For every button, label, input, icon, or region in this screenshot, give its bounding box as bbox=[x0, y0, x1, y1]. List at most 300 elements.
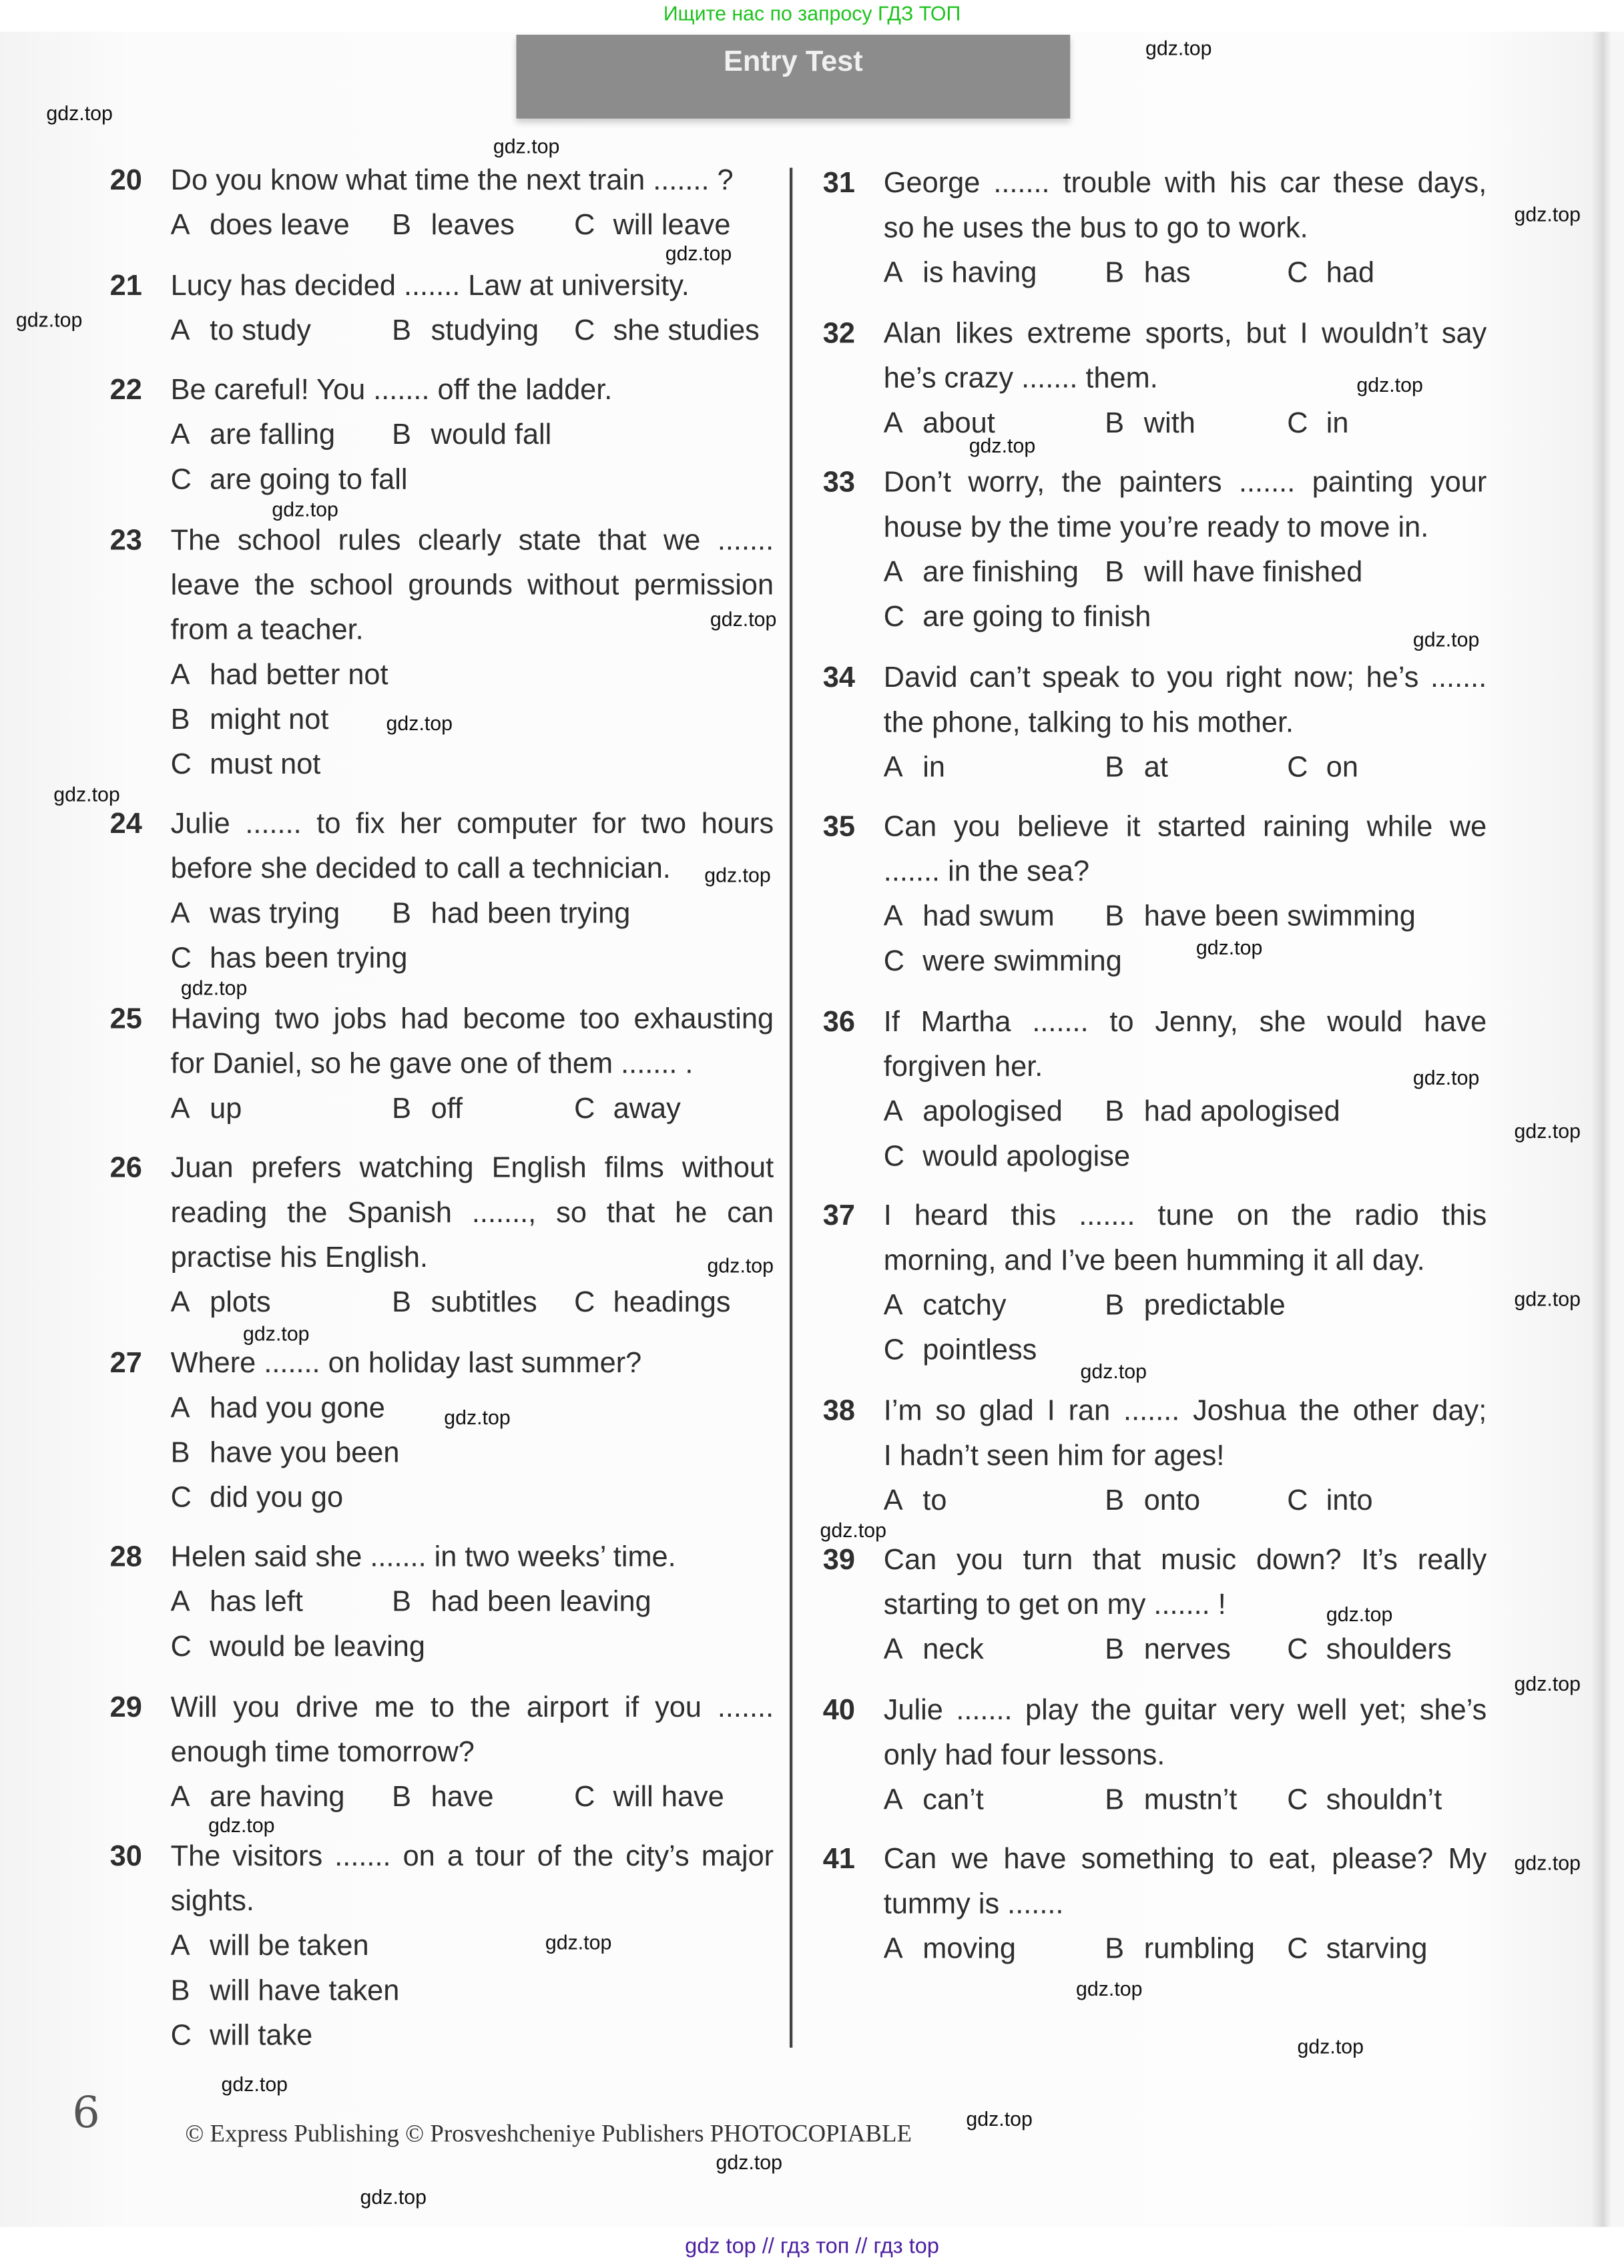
stem-line: from a teacher. bbox=[170, 613, 364, 646]
option-letter: A bbox=[883, 257, 903, 290]
option-text: at bbox=[1143, 751, 1168, 784]
question-37 bbox=[823, 1195, 1488, 1374]
question-stem bbox=[884, 1389, 1486, 1478]
option-text: in bbox=[922, 751, 946, 784]
option-letter: C bbox=[170, 1481, 192, 1514]
question-stem bbox=[171, 1342, 774, 1386]
option-letter: B bbox=[392, 210, 412, 242]
option-letter: A bbox=[170, 658, 190, 691]
option-text: are going to finish bbox=[922, 601, 1151, 633]
watermark: gdz.top bbox=[243, 1322, 310, 1345]
stem-line: Can you believe it started raining while we bbox=[883, 811, 1487, 844]
answer-options bbox=[884, 1090, 1486, 1179]
stem-line: Don’t worry, the painters ....... painting your bbox=[883, 467, 1487, 499]
option-a[interactable] bbox=[884, 1284, 1007, 1329]
options-row bbox=[884, 746, 1486, 790]
option-letter: C bbox=[574, 1781, 595, 1813]
options-row bbox=[884, 1478, 1486, 1523]
option-letter: C bbox=[1287, 751, 1308, 784]
option-text: in bbox=[1326, 406, 1349, 439]
watermark: gdz.top bbox=[704, 863, 771, 887]
option-c[interactable] bbox=[171, 937, 408, 982]
stem-line: If Martha ....... to Jenny, she would have bbox=[883, 1005, 1487, 1038]
option-c[interactable] bbox=[171, 743, 321, 788]
option-text: was trying bbox=[210, 898, 340, 930]
option-letter: B bbox=[170, 1975, 190, 2008]
option-text: has bbox=[1143, 257, 1191, 290]
option-a[interactable] bbox=[171, 414, 335, 459]
option-a[interactable] bbox=[884, 1928, 1016, 1972]
question-stem bbox=[171, 1835, 774, 1924]
question-25 bbox=[110, 997, 776, 1131]
option-b[interactable] bbox=[392, 414, 551, 459]
option-b[interactable] bbox=[1105, 1778, 1237, 1823]
question-stem bbox=[884, 1000, 1486, 1089]
option-c[interactable] bbox=[884, 1329, 1037, 1374]
option-letter: A bbox=[170, 210, 190, 242]
options-row bbox=[171, 743, 774, 788]
question-stem bbox=[171, 1536, 774, 1581]
question-stem bbox=[171, 1147, 774, 1281]
question-stem bbox=[171, 159, 774, 204]
options-row bbox=[171, 892, 774, 937]
question-number: 32 bbox=[822, 317, 856, 350]
answer-options bbox=[884, 1284, 1486, 1374]
options-row bbox=[171, 1625, 774, 1670]
option-text: subtitles bbox=[431, 1287, 537, 1319]
option-a[interactable] bbox=[171, 1386, 385, 1431]
answer-options bbox=[171, 1581, 774, 1670]
options-row bbox=[171, 653, 774, 697]
option-letter: C bbox=[1287, 1484, 1308, 1516]
option-text: will have taken bbox=[210, 1975, 400, 2008]
watermark: gdz.top bbox=[272, 497, 338, 521]
question-number: 33 bbox=[822, 467, 856, 499]
options-row bbox=[171, 1970, 774, 2014]
top-note: Ищите нас по запросу ГДЗ ТОП bbox=[663, 1, 961, 25]
option-text: plots bbox=[210, 1287, 271, 1319]
watermark: gdz.top bbox=[1514, 1671, 1581, 1695]
option-b[interactable] bbox=[1105, 1478, 1200, 1523]
option-a[interactable] bbox=[884, 1778, 984, 1823]
question-33 bbox=[823, 461, 1488, 641]
option-letter: A bbox=[883, 1290, 903, 1322]
question-35 bbox=[823, 806, 1488, 985]
stem-line: Julie ....... to fix her computer for two hours bbox=[170, 808, 774, 840]
watermark: gdz.top bbox=[1412, 1065, 1480, 1089]
option-c[interactable] bbox=[574, 1087, 681, 1131]
option-c[interactable] bbox=[1287, 252, 1374, 296]
question-number: 40 bbox=[822, 1694, 856, 1726]
option-b[interactable] bbox=[171, 697, 329, 742]
stem-line: enough time tomorrow? bbox=[170, 1736, 475, 1768]
options-row bbox=[884, 1778, 1486, 1823]
question-29 bbox=[110, 1685, 776, 1819]
answer-options bbox=[884, 252, 1486, 296]
question-number: 36 bbox=[822, 1005, 856, 1038]
option-c[interactable] bbox=[171, 459, 408, 503]
options-row bbox=[171, 937, 774, 982]
column-divider bbox=[790, 168, 792, 2048]
option-text: away bbox=[613, 1092, 681, 1125]
option-text: were swimming bbox=[922, 945, 1122, 978]
option-letter: C bbox=[1287, 257, 1308, 290]
option-letter: C bbox=[883, 601, 905, 633]
option-text: rumbling bbox=[1143, 1933, 1255, 1966]
option-text: had been trying bbox=[431, 898, 631, 930]
stem-line: tummy is ....... bbox=[883, 1888, 1064, 1921]
question-number: 30 bbox=[109, 1841, 142, 1873]
option-text: did you go bbox=[210, 1481, 344, 1514]
watermark: gdz.top bbox=[221, 2072, 288, 2096]
option-a[interactable] bbox=[884, 895, 1055, 940]
question-28 bbox=[110, 1536, 776, 1670]
option-text: on bbox=[1326, 751, 1358, 784]
stem-line: only had four lessons. bbox=[883, 1739, 1165, 1771]
watermark: gdz.top bbox=[1076, 1976, 1143, 2000]
stem-line: he’s crazy ....... them. bbox=[883, 362, 1158, 394]
stem-line: Do you know what time the next train ....... ? bbox=[170, 164, 734, 197]
watermark: gdz.top bbox=[46, 101, 113, 125]
option-a[interactable] bbox=[171, 1087, 242, 1131]
question-number: 23 bbox=[109, 524, 142, 557]
option-text: into bbox=[1326, 1484, 1373, 1516]
option-letter: C bbox=[170, 464, 192, 497]
watermark: gdz.top bbox=[665, 241, 732, 265]
option-a[interactable] bbox=[171, 1581, 303, 1625]
question-number: 25 bbox=[109, 1003, 142, 1035]
stem-line: Can we have something to eat, please? My bbox=[883, 1844, 1487, 1876]
answer-options bbox=[884, 746, 1486, 790]
options-row bbox=[884, 596, 1486, 641]
option-a[interactable] bbox=[884, 746, 945, 790]
option-c[interactable] bbox=[1287, 401, 1348, 446]
option-letter: B bbox=[392, 1287, 412, 1319]
options-row bbox=[884, 895, 1486, 940]
question-22 bbox=[110, 368, 776, 503]
option-text: are finishing bbox=[922, 557, 1079, 589]
question-number: 41 bbox=[822, 1844, 856, 1876]
options-row bbox=[171, 1476, 774, 1520]
watermark: gdz.top bbox=[15, 308, 83, 332]
option-letter: C bbox=[170, 748, 192, 780]
option-c[interactable] bbox=[1287, 1629, 1451, 1673]
option-a[interactable] bbox=[171, 204, 350, 248]
option-letter: A bbox=[883, 557, 903, 589]
option-text: is having bbox=[922, 257, 1037, 290]
stem-line: the phone, talking to his mother. bbox=[883, 706, 1294, 739]
option-letter: C bbox=[170, 2020, 192, 2052]
option-text: had apologised bbox=[1143, 1095, 1340, 1127]
option-text: off bbox=[431, 1092, 463, 1125]
option-c[interactable] bbox=[1287, 1778, 1442, 1823]
option-text: had you gone bbox=[210, 1392, 385, 1424]
answer-options bbox=[884, 551, 1486, 640]
option-text: will have bbox=[613, 1781, 724, 1813]
stem-line: sights. bbox=[170, 1886, 254, 1918]
option-text: onto bbox=[1143, 1484, 1201, 1516]
option-a[interactable] bbox=[171, 892, 340, 937]
option-b[interactable] bbox=[1105, 746, 1168, 790]
option-b[interactable] bbox=[392, 1087, 463, 1131]
option-letter: A bbox=[170, 1781, 190, 1813]
options-row bbox=[171, 697, 774, 742]
answer-options bbox=[171, 1282, 774, 1326]
option-a[interactable] bbox=[884, 551, 1079, 595]
watermark: gdz.top bbox=[1514, 202, 1581, 226]
stem-line: I’m so glad I ran ....... Joshua the other day; bbox=[883, 1394, 1487, 1427]
options-row bbox=[171, 1431, 774, 1476]
option-c[interactable] bbox=[1287, 1928, 1427, 1972]
stem-line: I hadn’t seen him for ages! bbox=[883, 1439, 1225, 1472]
option-a[interactable] bbox=[884, 1478, 947, 1523]
option-b[interactable] bbox=[392, 892, 630, 937]
option-text: she studies bbox=[613, 314, 760, 346]
option-letter: B bbox=[170, 1436, 190, 1469]
option-b[interactable] bbox=[392, 1282, 537, 1326]
options-row bbox=[884, 1284, 1486, 1329]
option-b[interactable] bbox=[1105, 1629, 1231, 1673]
question-number: 38 bbox=[822, 1394, 856, 1427]
stem-line: Helen said she ....... in two weeks’ time. bbox=[170, 1541, 676, 1574]
question-stem bbox=[884, 1195, 1486, 1284]
option-letter: C bbox=[574, 314, 595, 346]
stem-line: Juan prefers watching English films without bbox=[170, 1152, 774, 1185]
option-text: predictable bbox=[1143, 1290, 1286, 1322]
option-b[interactable] bbox=[392, 309, 539, 354]
stem-line: so he uses the bus to go to work. bbox=[883, 212, 1308, 245]
watermark: gdz.top bbox=[1412, 627, 1480, 651]
option-b[interactable] bbox=[1105, 1090, 1340, 1135]
question-number: 24 bbox=[109, 808, 142, 840]
option-a[interactable] bbox=[171, 1925, 369, 1970]
bottom-note: gdz top // гдз топ // гдз top bbox=[685, 2234, 939, 2259]
option-letter: C bbox=[883, 945, 905, 978]
option-text: will have finished bbox=[1143, 557, 1363, 589]
answer-options bbox=[884, 1478, 1486, 1523]
watermark: gdz.top bbox=[1080, 1359, 1147, 1383]
watermark: gdz.top bbox=[1145, 36, 1212, 59]
option-c[interactable] bbox=[171, 1476, 343, 1520]
watermark: gdz.top bbox=[360, 2185, 427, 2209]
question-number: 31 bbox=[822, 168, 856, 200]
option-text: are having bbox=[210, 1781, 345, 1813]
watermark: gdz.top bbox=[1326, 1602, 1393, 1626]
option-letter: C bbox=[1287, 1634, 1308, 1666]
option-letter: A bbox=[883, 1783, 903, 1816]
option-text: with bbox=[1143, 406, 1195, 439]
watermark: gdz.top bbox=[1514, 1119, 1581, 1143]
option-text: must not bbox=[210, 748, 321, 780]
option-text: had swum bbox=[922, 900, 1055, 933]
question-36 bbox=[823, 1000, 1488, 1179]
option-text: had bbox=[1326, 257, 1375, 290]
option-b[interactable] bbox=[392, 1581, 651, 1625]
option-text: to bbox=[922, 1484, 947, 1516]
option-text: starving bbox=[1326, 1933, 1428, 1966]
answer-options bbox=[171, 1087, 774, 1131]
option-text: shoulders bbox=[1326, 1634, 1452, 1666]
stem-line: reading the Spanish ......., so that he can bbox=[170, 1197, 774, 1229]
answer-options bbox=[171, 892, 774, 982]
option-c[interactable] bbox=[574, 1775, 724, 1820]
stem-line: forgiven her. bbox=[883, 1051, 1043, 1083]
option-b[interactable] bbox=[171, 1431, 400, 1476]
stem-line: Be careful! You ....... off the ladder. bbox=[170, 374, 613, 406]
page-number: 6 bbox=[72, 2088, 100, 2139]
options-row bbox=[171, 1581, 774, 1625]
answer-options bbox=[171, 309, 774, 354]
question-40 bbox=[823, 1689, 1488, 1823]
option-b[interactable] bbox=[392, 204, 515, 248]
option-letter: B bbox=[392, 419, 412, 451]
option-b[interactable] bbox=[1105, 401, 1195, 446]
stem-line: The school rules clearly state that we ....... bbox=[170, 524, 774, 557]
watermark: gdz.top bbox=[493, 134, 560, 158]
right-column-questions bbox=[823, 162, 1488, 1988]
option-letter: B bbox=[392, 1586, 412, 1619]
option-text: will leave bbox=[613, 210, 731, 242]
option-a[interactable] bbox=[171, 653, 388, 697]
option-text: does leave bbox=[210, 210, 350, 242]
options-row bbox=[884, 252, 1486, 296]
question-38 bbox=[823, 1389, 1488, 1523]
option-c[interactable] bbox=[574, 309, 760, 354]
options-row bbox=[884, 551, 1486, 595]
option-letter: B bbox=[170, 703, 190, 736]
option-letter: C bbox=[883, 1334, 905, 1367]
question-stem bbox=[884, 1689, 1486, 1778]
watermark: gdz.top bbox=[444, 1405, 511, 1429]
option-letter: A bbox=[883, 1095, 903, 1127]
watermark: gdz.top bbox=[1297, 2034, 1364, 2058]
option-text: neck bbox=[922, 1634, 984, 1666]
option-b[interactable] bbox=[1105, 252, 1190, 296]
question-stem bbox=[884, 1538, 1486, 1628]
option-text: apologised bbox=[922, 1095, 1063, 1127]
option-text: are falling bbox=[210, 419, 336, 451]
answer-options bbox=[171, 414, 774, 503]
stem-line: practise his English. bbox=[170, 1242, 429, 1274]
option-b[interactable] bbox=[392, 1775, 493, 1820]
option-letter: B bbox=[1105, 1783, 1125, 1816]
option-letter: A bbox=[883, 1484, 903, 1516]
option-letter: B bbox=[392, 1781, 412, 1813]
options-row bbox=[171, 1282, 774, 1326]
stem-line: Having two jobs had become too exhausting bbox=[170, 1003, 774, 1035]
option-c[interactable] bbox=[171, 2014, 313, 2059]
option-letter: A bbox=[883, 1933, 903, 1966]
stem-line: Where ....... on holiday last summer? bbox=[170, 1347, 642, 1379]
question-number: 37 bbox=[822, 1200, 856, 1232]
option-letter: B bbox=[1105, 557, 1125, 589]
question-30 bbox=[110, 1835, 776, 2059]
option-text: would apologise bbox=[922, 1140, 1131, 1173]
watermark: gdz.top bbox=[969, 433, 1036, 457]
option-letter: B bbox=[392, 898, 412, 930]
option-a[interactable] bbox=[171, 309, 311, 354]
question-number: 26 bbox=[109, 1152, 142, 1185]
option-letter: B bbox=[1105, 1634, 1125, 1666]
question-stem bbox=[171, 1685, 774, 1775]
watermark: gdz.top bbox=[386, 711, 453, 735]
option-letter: B bbox=[1105, 1095, 1125, 1127]
option-letter: C bbox=[1287, 1783, 1308, 1816]
option-text: has been trying bbox=[210, 942, 408, 975]
option-letter: A bbox=[170, 1287, 190, 1319]
stem-line: before she decided to call a technician. bbox=[170, 853, 671, 885]
question-27 bbox=[110, 1342, 776, 1521]
question-21 bbox=[110, 264, 776, 353]
option-text: had better not bbox=[210, 658, 388, 691]
option-c[interactable] bbox=[884, 596, 1151, 641]
option-text: can’t bbox=[922, 1783, 984, 1816]
option-c[interactable] bbox=[574, 1282, 730, 1326]
watermark: gdz.top bbox=[180, 976, 248, 1000]
option-c[interactable] bbox=[884, 1135, 1130, 1179]
option-b[interactable] bbox=[1105, 1284, 1285, 1329]
option-c[interactable] bbox=[1287, 1478, 1372, 1523]
question-number: 35 bbox=[822, 811, 856, 844]
watermark: gdz.top bbox=[820, 1518, 887, 1542]
watermark: gdz.top bbox=[716, 2150, 783, 2174]
question-number: 28 bbox=[109, 1541, 142, 1574]
option-a[interactable] bbox=[884, 1629, 984, 1673]
stem-line: Will you drive me to the airport if you ....... bbox=[170, 1691, 774, 1723]
question-31 bbox=[823, 162, 1488, 296]
option-text: shouldn’t bbox=[1326, 1783, 1442, 1816]
stem-line: I heard this ....... tune on the radio this bbox=[883, 1200, 1487, 1232]
question-stem bbox=[884, 162, 1486, 252]
option-letter: B bbox=[1105, 900, 1125, 933]
question-24 bbox=[110, 802, 776, 982]
option-b[interactable] bbox=[1105, 895, 1416, 940]
stem-line: morning, and I’ve been humming it all day. bbox=[883, 1245, 1425, 1278]
options-row bbox=[171, 309, 774, 354]
option-c[interactable] bbox=[884, 940, 1122, 984]
question-stem bbox=[884, 461, 1486, 551]
option-text: have bbox=[431, 1781, 494, 1813]
question-number: 27 bbox=[109, 1347, 142, 1379]
option-a[interactable] bbox=[884, 252, 1037, 296]
option-letter: B bbox=[1105, 751, 1125, 784]
options-row bbox=[171, 459, 774, 503]
question-41 bbox=[823, 1838, 1488, 1972]
question-stem bbox=[884, 806, 1486, 895]
stem-line: house by the time you’re ready to move in. bbox=[883, 511, 1429, 544]
option-text: have been swimming bbox=[1143, 900, 1416, 933]
option-letter: A bbox=[170, 419, 190, 451]
options-row bbox=[171, 414, 774, 459]
option-b[interactable] bbox=[1105, 1928, 1255, 1972]
option-b[interactable] bbox=[171, 1970, 400, 2014]
options-row bbox=[171, 1087, 774, 1131]
question-20 bbox=[110, 159, 776, 248]
options-row bbox=[884, 940, 1486, 984]
header-banner bbox=[516, 35, 1070, 119]
option-c[interactable] bbox=[171, 1625, 425, 1670]
option-letter: C bbox=[574, 1287, 595, 1319]
watermark: gdz.top bbox=[1514, 1287, 1581, 1310]
option-a[interactable] bbox=[884, 1090, 1063, 1135]
option-c[interactable] bbox=[1287, 746, 1358, 790]
stem-line: Julie ....... play the guitar very well yet; she’s bbox=[883, 1694, 1487, 1726]
option-a[interactable] bbox=[171, 1282, 271, 1326]
question-23 bbox=[110, 519, 776, 788]
option-b[interactable] bbox=[1105, 551, 1362, 595]
option-text: nerves bbox=[1143, 1634, 1231, 1666]
page-title: Entry Test bbox=[724, 46, 863, 78]
